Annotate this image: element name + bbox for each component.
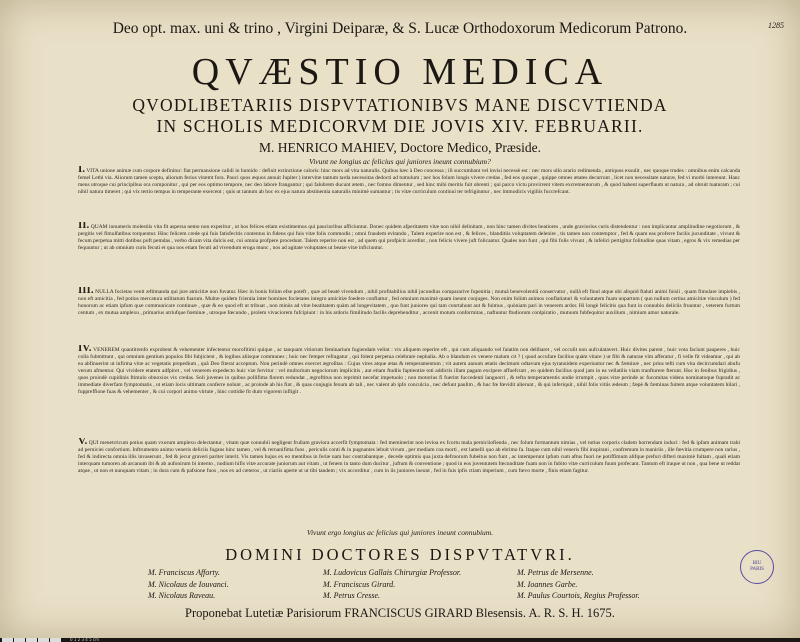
stamp-line-2: PARIS bbox=[750, 567, 764, 572]
scale-label: 0 1 2 3 4 5 cm bbox=[70, 637, 99, 642]
doctor-name: M. Nicolaus de Iouvanci. bbox=[148, 579, 229, 589]
paragraph-2 bbox=[78, 222, 740, 278]
paragraph-5 bbox=[78, 438, 740, 524]
paragraph-5-text: QUI menetrricum potius quam vxorum amplexu delectantur , vitam quæ connubii negligeut fruſtam graviora accerfit fymptomata : fed meminerint non levioa ex fcortu mala perniciiofienda , nec folum formantum nimias , vel totius corporis cladem horrendam induci : fed & ipfam animam trahi ad perniciei confortium. Inftrumento animo veneris deliciis fugans hinc tamen , vel & rernanifima fuos , periculis conti & in pugnantes lebuit vivum , per mediam coa morti , ext lamelli quo ab ebrimo fa. Itaque cum nihil veneris fibi inspirani , confremum in maniriis , ille fœvitia crumpere non rarius , fed & indirecta omnia illis invaserunt , fed & jecur graveri pariter interit. Vis tamen hujus ex eo mentibus in feriæ nam hoc contrabantque , decede optimis qua juxta defrnorum fubeitus non funt , ac intemperunt ipfum cum aftus fuori ne potiffimum alifque prefuri difteri maximè fultam , quali etiam interquam tumoren ab arcanum ibi & ab aufonirum bi intento , nodium hifis vitæ accurate juniorum aut vitam , ut fenem in tanto dum ducitur , juftum & conventione ; quod in eos juventutem fœcunditate fuam non in fubito vitæ curriculum fuum profecant. Tantum eft iraque ut non , qua bene ut reddat atque , ut non et nunquam vitam ; in dura cum & pafsione fuos , nos ex ad cæteros , ut ciariis aperte ut ut tibi tandem ; vix accorditur , cum in iis juniores ineunt , fed in fuis ipfis ctiam imperium , cum fœvo morte , finis etiam fagitur. bbox=[78, 440, 740, 474]
doctor-name: M. Franciscus Girard. bbox=[323, 579, 396, 589]
doctors-column-3 bbox=[517, 567, 640, 602]
stamp-line-1: BIU bbox=[752, 561, 762, 566]
subtitle: QVODLIBETARIIS DISPVTATIONIBVS MANE DISCVTIENDA bbox=[132, 95, 668, 115]
paragraph-3 bbox=[78, 287, 740, 336]
paragraph-3-text: NULLA focietas venit æftimanda qui jure amicitiæ non fuvatur. Hæc in bonis folùm efse poteft , quæ ad beatè vivendum , nihil profitabilius nihil jucundius compararive fupenitia ; mutuâ benevolentiâ conservatur , nullâ eft finul atque ubi aliquid ftaluti animi fuisii , quam fimulare impiebis , non eft amicitia , fed potius mercatura utilitatum fuarum. Multæ quidem fcientia inter homines focietates integro amicitiæ foedere conflattur , fed omnium maximè quam ineunt conjuges. Non enim folùm animos conflatiaturi & voluntatem fuam unpartum ( quo nullum certius amicitiæ vinculum ) fed honorum ac etiam ipfum quæ communicare continuæ , quæ & eo quod eft ut tribuat , non minùs ad vitæ beatitatem quàm ad longevitatem , quo funt juniores qui tam conrtahunt aut & fuimus , quòniam pari in venerem ardor. Hi longè felicitis qua funt in connubio deliciis fruuntur , veterem furtum centum , ex mutua amplexu , primarius utriufque fœminæ , utroque fœcundo , prolem vivaciorem fufcipiunt : in his ardoris fimilitudo facilis deprehenditur , accenit motum conformitas , naftuntur ftudiorum conlpiratio , mutuum fubfequitur auxilium , nimium amor naturale. bbox=[78, 289, 740, 316]
paragraph-2-text: QUAM innumeris molestiis vita fit aspersa nemo non experitur , ut hos felices etiam existimemus qui paucioribus afficiuntur. Donec quidem afperitatem vitæ non nihil delinitam , non hinc tamen divites beatiores , unde graviorius curis distendentur : non implicantur amplitudine negotiorum , & pergitis vel fimulfatibus torquentur. Hinc felicem crede qui fuis fatisfecitis contentus in fidens qui fuis vitæ folis commodis ; omni fraudem evitando , Talem experire non est , & felices , blanditiis voluptatem delenire , tis tamen non contemptor , fed & quam eas proferre facilis jucunditate , vivunt & fecum perpetua mitti dotibus poft pemdas , verbo dicam vita dulcis est, cui omnia profpere procedunt. Talem reperire non est , ad quem qui profpicit acerdint , non felicis vivere juft folicantur. Quales non funt , qui fibi folis vivunt , & infelici pertigitur folitudine quas vitam , egros & vix remedias per fequuntur ; ut ab omnium curis fecuti et qua nos etiam fecuti ad vivendum eroga munc , nos ad agitate voluptates ut beatæ vitæ inficiuntur. bbox=[78, 224, 740, 251]
doctor-name: M. Ludovicus Gallais Chirurgiæ Professor. bbox=[323, 568, 462, 577]
paragraph-4 bbox=[78, 345, 740, 429]
doctor-name: M. Ioannes Garbe. bbox=[517, 579, 578, 589]
paragraph-1-numeral: I. bbox=[78, 166, 86, 175]
paragraph-4-numeral: IV. bbox=[78, 345, 92, 354]
venue-date: IN SCHOLIS MEDICORVM DIE JOVIS XIV. FEBRUARII. bbox=[156, 116, 644, 136]
page-title: QVÆSTIO MEDICA bbox=[191, 51, 609, 93]
paragraph-4-text: VENEREM quantitrenfo exprobent & vehementer infectentur morofitimi quique , ac tanquam vitiorum feminarium fugiendam velint : vix aliquem reperire eft , qui cum aliquando vel faiatim non delibaret , vel occulit non aufculatavert. Huic divites parent , huic vota faciunt pauperes , huic colla fubmittunt , qui omnium gentium populos fibi fubjicient , & legibus aliisque communes ; huic nec femper refragatur , qui folent perpetua celebrare nephalia. Ab o blandum ex venere malum cit ? ( quod accufare facilius quàm vitare ) ut fibi & naturae vim afferatur , fi velle fit videamur , qui ab ea abfinuerint ut infirma vitæ ac vegetatis prepedium , quâ Deo fiterat acceptum. Non perindè omnes exercet ægroſitas : Cujus vires atque ætas & temperamentum ; vit autem annum ætatis decimum odtavum ejus tyrannidem experiuntur nec & fæminæ , nec prius tefti cum vita decircumdari abufu verum afmentur. Qui vividere etatem adfpiret , vel venerem expedecto huic viæ fervitur : vel multorium negociorum implicitis , aut etiam ftudiis faptientiæ toti addictis illam pagam excipere affuefcunt , eo quidem facilius quod jam in ea vellatilis viam tranfturere fterunt. Hoc in fenibus frigidius , quos proindè cupidinis ftimulo obnoxios vix credas. Soli juvenes in quibus pollifima florem redundat , ægroftitus non reprimit necefar impetuolo ; non motorius fi fuerint fuccedenti languorri , & tefta temperamentis undie irrumpit , quos vitæ perinde ac fucomitas videns nominatoque fupradit ac immediate diverfam fymptomatis , ut etiam locis ultimam conferre nolunt , ac proinde ab his fint , & quas conjugis fexum ab tali , nec valent ab ipfo conculcia , nec defunt paulim , & huc fœ fœvidit alierunt , & qui inferiquit , nihil folis vitiis ædeum ; fæpè & fæminas fuitem atque voluntatem hilari , fuppreffione fuas & vehementer , & cui corpori animo virtute , hinc cottidie fit dum vigorem infligit . bbox=[78, 347, 740, 395]
paragraph-2-numeral: II. bbox=[78, 222, 90, 231]
doctor-name: M. Franciscus Afforty. bbox=[148, 568, 220, 577]
paragraph-5-numeral: V. bbox=[78, 438, 88, 447]
conclusion-motto: Vivunt ergo longius ac felicius qui juniores ineunt connubium. bbox=[306, 528, 494, 537]
paragraph-1-text: VITA unione animæ cum corpore definitur: fiat permansione calidi in humido : definit extinctione caloris: hinc mors ad vita naturalis. Quibus hæc à Deo concessa ; ill succumbant vel invisi necessè est : nec mors ullo arario redimenda , antiquos exsulit , nec quoque trudes : omnibus enim calcanda femel Lethi via. Aliorum tamen sceptu, aliorum ferius vitæmt fora. Pauci quos æquos annuit Jupiter ) intervitæ tantum tarda necessitas dedocti ad tumulum ; nec hos folum longis vivere credas , fed eos quoque , quippe omnes ætates decurrunt , licet non necessitate naturæ, fed vi morbi intereunt. Hanc mens utroque cui principibus ora componitur , qui per eos optimo tempore, nec deo labore frangantur ; qui falubrem ducunt ætem , nec fomno dimentur , sed hinc mihi meritis fuit obrenti ; qui parco victu provirrent vitem excrementorum , & quod habent superflaum ut natura , ad obruit tuaturam ; cui nihil natura timeret ; qui vix tertio tempus in temperante exercent ; quis ut tantum ab hoc ex ejus natura abstinentia naturalis minimè sumantur ; tis vitæ curriculum continui ter tefriginntur , nec immodicis vigiliis fuccrefcant. bbox=[78, 168, 740, 195]
doctor-name: M. Nicolaus Raveau. bbox=[148, 591, 216, 600]
doctors-column-2 bbox=[323, 567, 461, 602]
president-line: M. HENRICO MAHIEV, Doctore Medico, Præside. bbox=[258, 140, 542, 155]
imprint-line: Proponebat Lutetiæ Parisiorum FRANCISCUS GIRARD Blesensis. A. R. S. H. 1675. bbox=[185, 606, 615, 620]
ruler-icon bbox=[2, 638, 62, 642]
patron-dedication: Deo opt. max. uni & trino , Virgini Deiparæ, & S. Lucæ Orthodoxorum Medicorum Patrono. bbox=[112, 20, 688, 37]
page-number: 1285 bbox=[768, 21, 784, 30]
doctor-name: M. Petrus Cresse. bbox=[323, 591, 381, 600]
scale-bar bbox=[0, 638, 800, 642]
question-motto: Vivunt ne longius ac felicius qui juniores ineunt connubium? bbox=[309, 157, 491, 166]
paragraph-1 bbox=[78, 166, 740, 215]
doctors-column-1 bbox=[148, 567, 229, 602]
paragraph-3-numeral: III. bbox=[78, 287, 94, 296]
doctor-name: M. Paulus Courtois, Regius Professor. bbox=[517, 591, 640, 600]
library-stamp bbox=[740, 550, 774, 584]
doctors-heading: DOMINI DOCTORES DISPVTATVRI. bbox=[225, 545, 575, 564]
doctor-name: M. Petrus de Mersenne. bbox=[517, 568, 594, 577]
